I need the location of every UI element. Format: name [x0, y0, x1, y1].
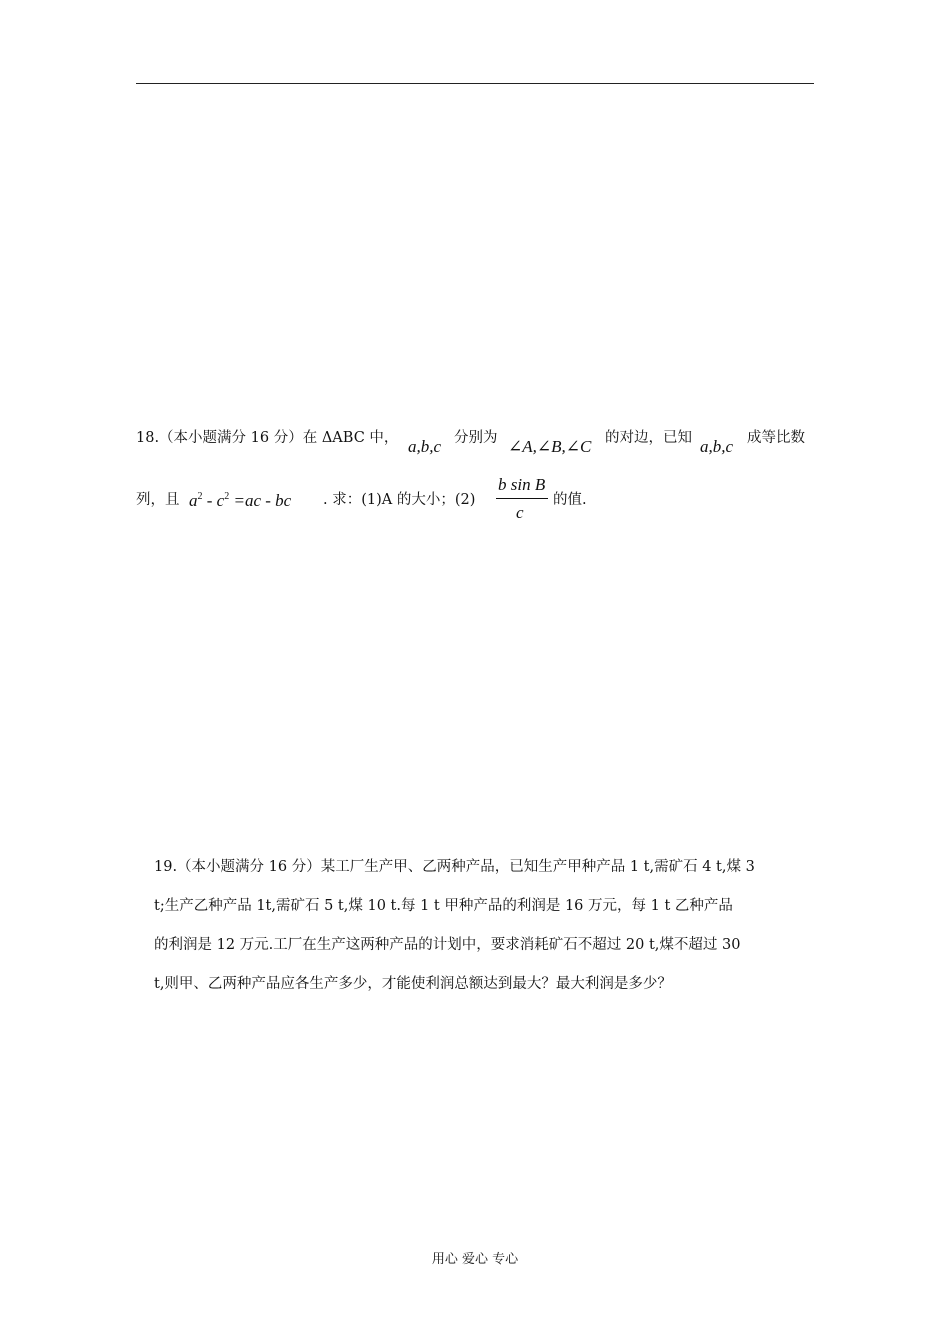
eq-rhs: =ac - bc: [229, 491, 292, 510]
q19-line-2: t;生产乙种产品 1t,需矿石 5 t,煤 10 t.每 1 t 甲种产品的利润是 16 万元，每 1 t 乙种产品: [154, 898, 733, 914]
q18-vars-2: a,b,c: [700, 437, 734, 456]
eq-var-c: c: [216, 491, 225, 510]
q18-vars-1: a,b,c: [408, 437, 442, 456]
q18-intro-text: 18.（本小题满分 16 分）在 ΔABC 中，: [136, 430, 399, 446]
eq-exponent-2: 2: [224, 491, 230, 502]
header-rule: [136, 83, 814, 84]
q18-angles: ∠A,∠B,∠C: [508, 437, 592, 456]
q18-text-mid-1: 分别为: [454, 430, 498, 446]
q18-text-tail-1: 成等比数: [747, 430, 805, 446]
q19-line-4: t,则甲、乙两种产品应各生产多少，才能使利润总额达到最大？最大利润是多少？: [154, 976, 672, 992]
q19-line-1: 19.（本小题满分 16 分）某工厂生产甲、乙两种产品，已知生产甲种产品 1 t,需矿石 4 t,煤 3: [154, 859, 755, 875]
fraction-bar: [496, 498, 548, 499]
q18-fraction: [496, 473, 550, 523]
fraction-numerator: b sin B: [498, 475, 546, 494]
fraction-denominator: c: [516, 503, 524, 522]
eq-var-a: a: [189, 491, 198, 510]
q18-equation: [189, 491, 291, 514]
q18-text-mid-2: 的对边，已知: [605, 430, 692, 446]
q18-line-2-tail: 的值.: [553, 492, 587, 508]
q19-line-3: 的利润是 12 万元.工厂在生产这两种产品的计划中，要求消耗矿石不超过 20 t,煤不超过 30: [154, 937, 741, 953]
eq-minus: -: [202, 491, 217, 510]
q18-line-2-prefix: 列，且: [136, 492, 180, 508]
eq-exponent-1: 2: [197, 491, 203, 502]
q18-line-2-mid: . 求：(1)A 的大小；(2): [323, 492, 476, 508]
page-footer: 用心 爱心 专心: [431, 1252, 519, 1267]
q18-line-1: [136, 428, 398, 448]
